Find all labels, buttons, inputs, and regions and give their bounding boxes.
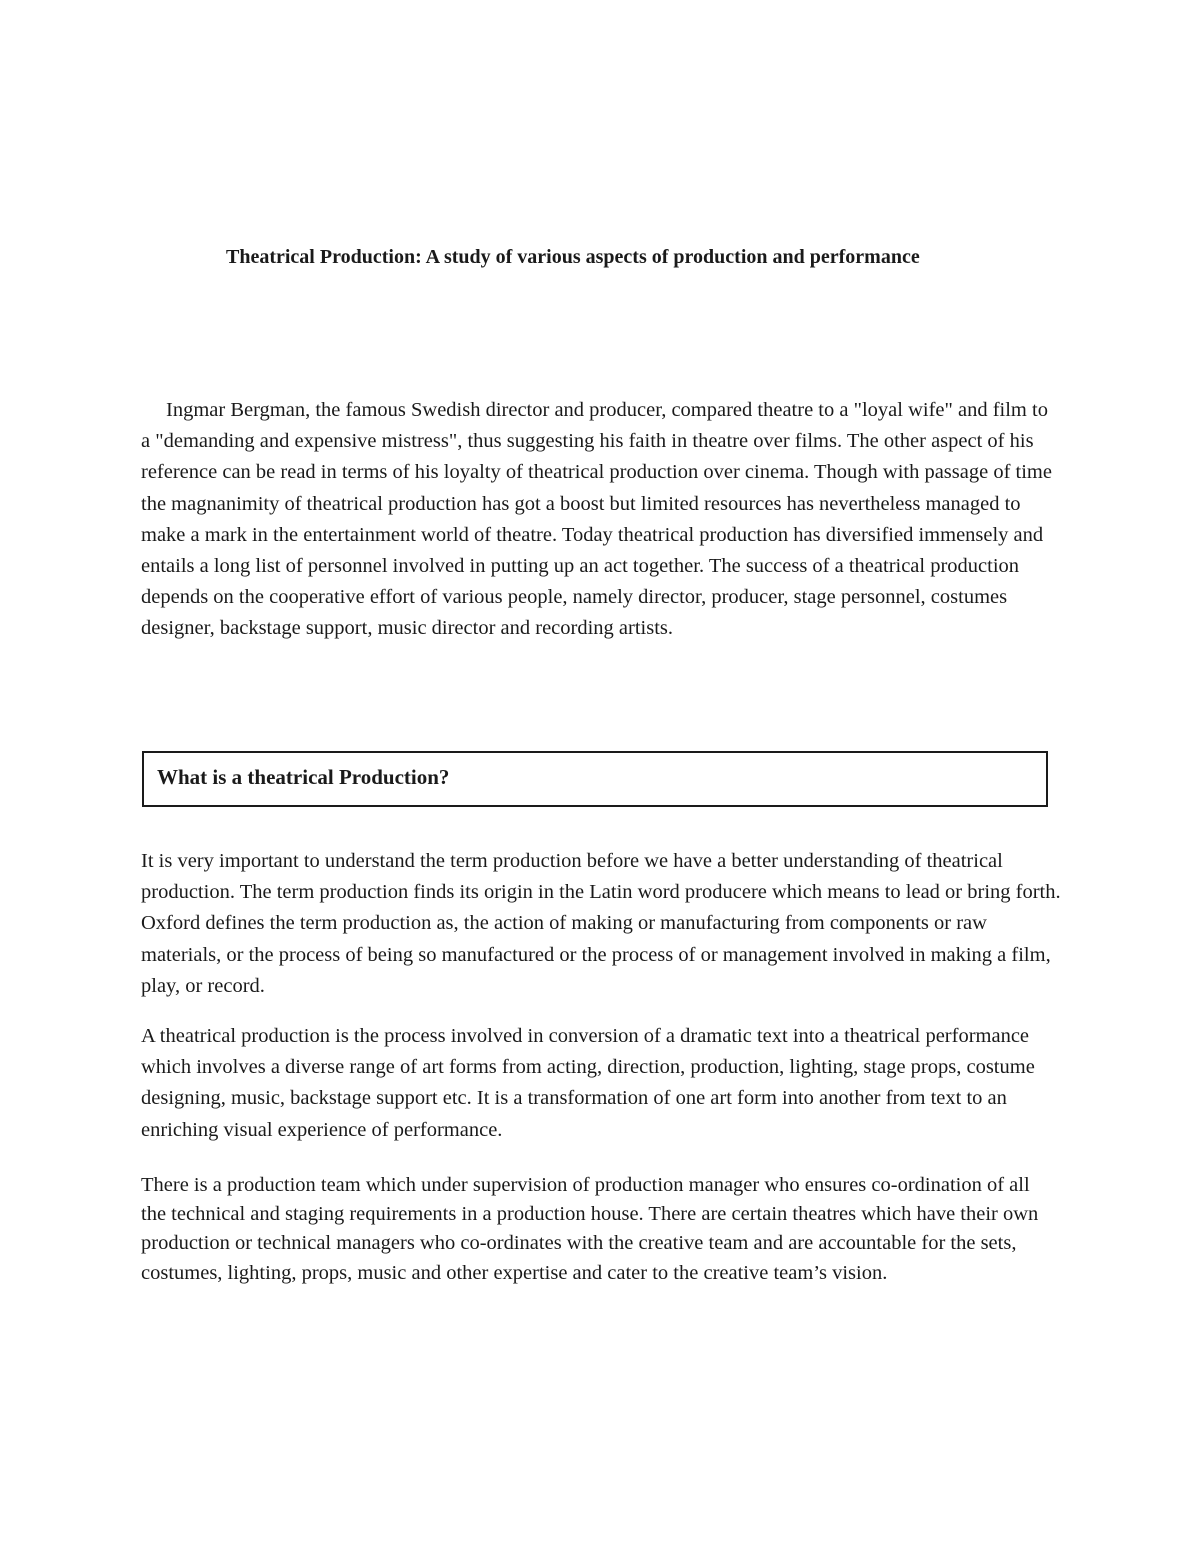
body-paragraph-2: A theatrical production is the process involved in conversion of a dramatic text into a theatrical performance which involves a diverse range of art forms from acting, direction, production, lighting, stage props, costume designing, music, backstage support etc. It is a transformation of one art form into another from text to an enriching visual experience of performance.	[141, 1025, 1035, 1141]
section-heading: What is a theatrical Production?	[157, 765, 450, 789]
document-title: Theatrical Production: A study of various aspects of production and performance	[226, 246, 920, 268]
section-heading-box	[142, 751, 1048, 807]
intro-paragraph: Ingmar Bergman, the famous Swedish director and producer, compared theatre to a "loyal wife" and film to a "demanding and expensive mistress", thus suggesting his faith in theatre over films. The other aspect of his reference can be read in terms of his loyalty of theatrical production over cinema. Though with passage of time the magnanimity of theatrical production has got a boost but limited resources has nevertheless managed to make a mark in the entertainment world of theatre. Today theatrical production has diversified immensely and entails a long list of personnel involved in putting up an act together. The success of a theatrical production depends on the cooperative effort of various people, namely director, producer, stage personnel, costumes designer, backstage support, music director and recording artists.	[141, 399, 1052, 640]
body-paragraph-1: It is very important to understand the term production before we have a better understanding of theatrical production. The term production finds its origin in the Latin word producere which means to lead or bring forth. Oxford defines the term production as, the action of making or manufacturing from components or raw materials, or the process of being so manufactured or the process of or management involved in making a film, play, or record.	[141, 850, 1061, 997]
body-paragraph-3: There is a production team which under supervision of production manager who ensures co-ordination of all the technical and staging requirements in a production house. There are certain theatres which have their own production or technical managers who co-ordinates with the creative team and are accountable for the sets, costumes, lighting, props, music and other expertise and cater to the creative team’s vision.	[141, 1174, 1039, 1284]
